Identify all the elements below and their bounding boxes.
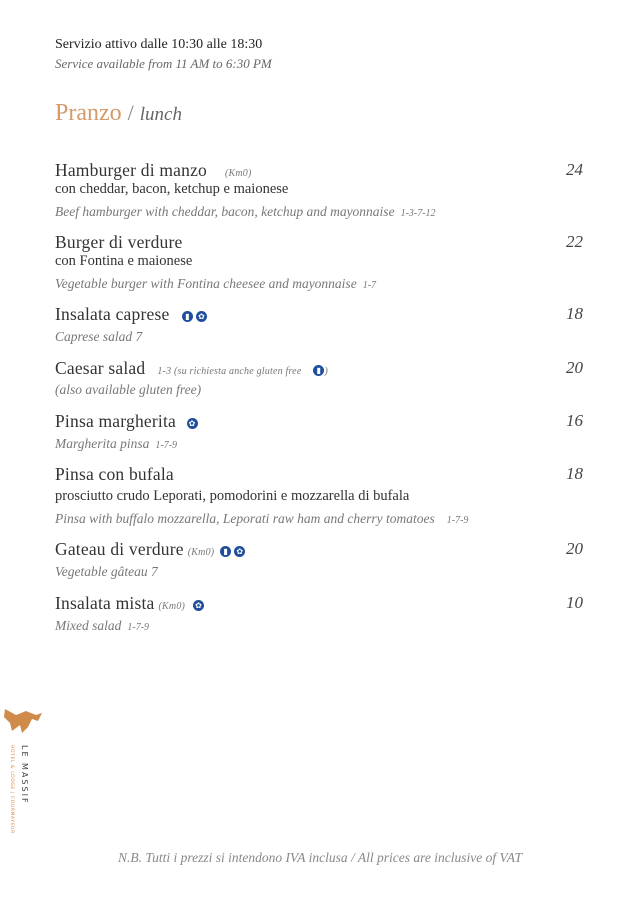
menu-item-name: Burger di verdure [55, 232, 183, 252]
footer-note: N.B. Tutti i prezzi si intendono IVA inclusa / All prices are inclusive of VAT [118, 850, 522, 865]
vegetarian-leaf-icon: ✿ [196, 311, 207, 322]
gluten-free-icon: ▮ [313, 365, 324, 376]
allergens: 7 [135, 329, 143, 344]
allergens: 1-7-9 [127, 622, 150, 633]
menu-item-name: Hamburger di manzo (Km0) [55, 160, 252, 180]
item-note: (Km0) [158, 601, 186, 612]
menu-item-desc-en: Margherita pinsa 1-7-9 [55, 436, 178, 451]
section-title [55, 100, 182, 127]
allergens: 1-3-7-12 [400, 208, 436, 219]
menu-item-desc-it: prosciutto crudo Leporati, pomodorini e mozzarella di bufala [55, 488, 410, 504]
allergens: 7 [150, 564, 158, 579]
menu-item-price: 24 [566, 160, 583, 179]
menu-item-name: Caesar salad 1-3 (su richiesta anche gluten free ▮ ) [55, 358, 328, 378]
menu-item-desc-it: con Fontina e maionese [55, 253, 193, 269]
section-title-en: lunch [139, 104, 182, 125]
item-note: 1-3 (su richiesta anche gluten free [157, 366, 302, 377]
menu-item-price: 18 [566, 304, 583, 323]
menu-item-price: 22 [566, 232, 583, 251]
menu-item-name: Gateau di verdure (Km0) ▮ ✿ [55, 539, 245, 560]
brand-text: LE MASSIF HOTEL & LODGE | COURMAYEUR [9, 745, 29, 834]
allergens: 1-7-9 [155, 440, 178, 451]
menu-item-desc-it: con cheddar, bacon, ketchup e maionese [55, 181, 289, 197]
menu-item-price: 10 [566, 593, 583, 612]
menu-item-desc-en: Vegetable gâteau 7 [55, 564, 158, 579]
menu-item-name: Insalata caprese ▮ ✿ [55, 304, 207, 325]
allergens: 1-7 [362, 280, 377, 291]
menu-item-desc-en: (also available gluten free) [55, 382, 202, 397]
menu-item-name: Pinsa con bufala [55, 464, 174, 484]
vegetarian-leaf-icon: ✿ [234, 546, 245, 557]
service-hours-en: Service available from 11 AM to 6:30 PM [55, 56, 272, 71]
menu-item-price: 20 [566, 539, 583, 558]
gluten-free-icon: ▮ [220, 546, 231, 557]
menu-item-desc-en: Beef hamburger with cheddar, bacon, ketchup and mayonnaise 1-3-7-12 [55, 204, 436, 219]
menu-item-desc-en: Pinsa with buffalo mozzarella, Leporati raw ham and cherry tomatoes 1-7-9 [55, 511, 469, 526]
menu-item-price: 20 [566, 358, 583, 377]
menu-item-desc-en: Caprese salad 7 [55, 329, 143, 344]
item-note: (Km0) [224, 168, 252, 179]
allergens: 1-7-9 [446, 515, 469, 526]
menu-item-desc-en: Mixed salad 1-7-9 [55, 618, 150, 633]
section-separator: / [127, 100, 134, 125]
menu-item-price: 16 [566, 411, 583, 430]
menu-item-desc-en: Vegetable burger with Fontina cheesee and mayonnaise 1-7 [55, 276, 377, 291]
gluten-free-icon: ▮ [182, 311, 193, 322]
service-hours-it: Servizio attivo dalle 10:30 alle 18:30 [55, 37, 263, 52]
menu-item-name: Insalata mista (Km0) ✿ [55, 593, 204, 614]
menu-item-name: Pinsa margherita ✿ [55, 411, 198, 432]
le-massif-logo [2, 705, 44, 742]
item-note: (Km0) [187, 547, 215, 558]
vegetarian-leaf-icon: ✿ [193, 600, 204, 611]
ibex-logo-icon [2, 705, 44, 737]
section-title-it: Pranzo [55, 100, 122, 126]
menu-item-price: 18 [566, 464, 583, 483]
vegetarian-leaf-icon: ✿ [187, 418, 198, 429]
